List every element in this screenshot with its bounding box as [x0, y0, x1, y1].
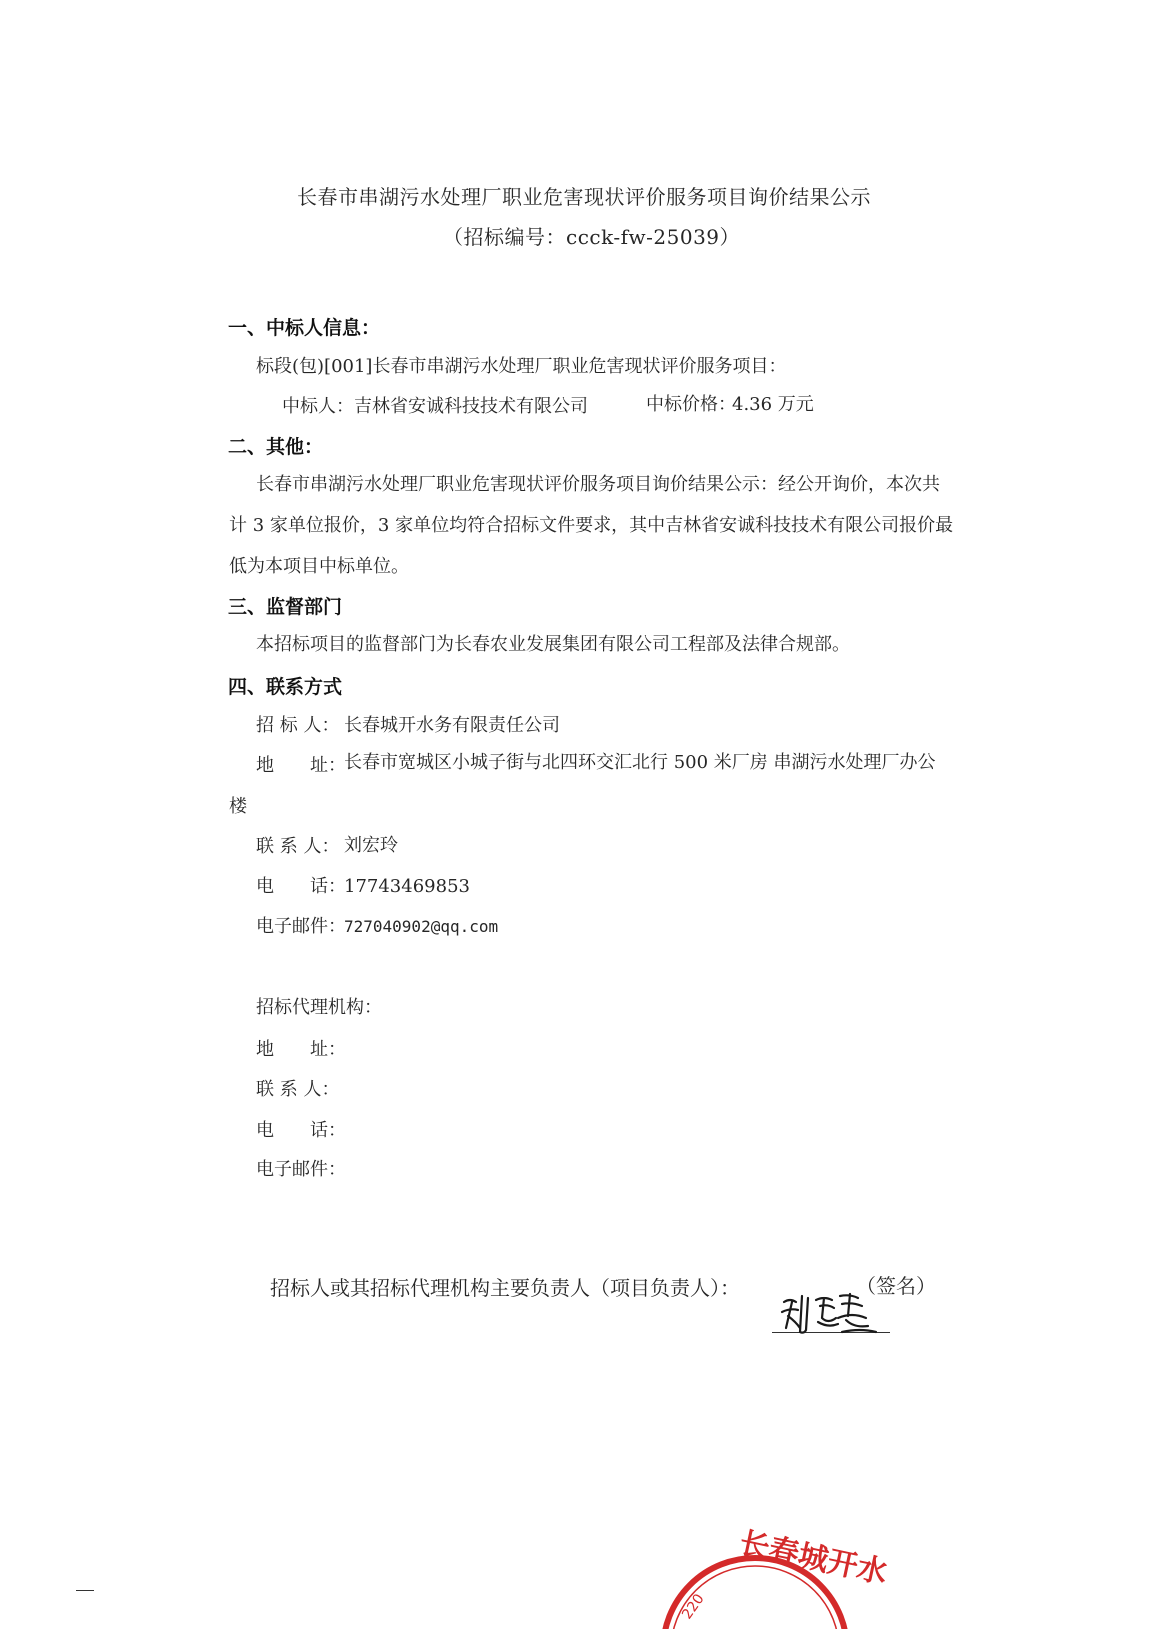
- address-value-line-2: 楼: [229, 796, 247, 817]
- address-value-line-1: 长春市宽城区小城子街与北四环交汇北行 500 米厂房 串湖污水处理厂办公: [344, 752, 936, 773]
- section-heading-supervision: 三、监督部门: [228, 596, 343, 618]
- other-paragraph-line-3: 低为本项目中标单位。: [229, 556, 409, 577]
- address-label: 地 址：: [256, 755, 346, 776]
- phone-label: 电 话：: [256, 876, 346, 897]
- tenderer-label: 招 标 人：: [256, 715, 340, 736]
- agency-heading: 招标代理机构：: [256, 997, 382, 1018]
- seal-number-text: 220: [679, 1591, 708, 1623]
- winner-name: 吉林省安诚科技技术有限公司: [354, 396, 588, 417]
- email-value: 727040902@qq.com: [344, 917, 499, 936]
- section-heading-winner: 一、中标人信息：: [228, 317, 381, 339]
- page-mark: [76, 1590, 94, 1591]
- email-label: 电子邮件：: [256, 916, 346, 937]
- company-seal-stamp: [655, 1500, 891, 1629]
- agency-phone-label: 电 话：: [256, 1120, 346, 1141]
- section-heading-contact: 四、联系方式: [228, 676, 343, 698]
- supervision-text: 本招标项目的监督部门为长春农业发展集团有限公司工程部及法律合规部。: [256, 634, 850, 655]
- seal-company-text: 长春城开水: [736, 1525, 891, 1592]
- agency-contact-label: 联 系 人：: [256, 1079, 340, 1100]
- signature-suffix: （签名）: [856, 1274, 936, 1298]
- signature-statement: 招标人或其招标代理机构主要负责人（项目负责人）：: [270, 1276, 740, 1300]
- section-heading-other: 二、其他：: [228, 436, 324, 458]
- agency-email-label: 电子邮件：: [256, 1159, 346, 1180]
- winner-label: 中标人：: [282, 396, 354, 417]
- contact-person-label: 联 系 人：: [256, 836, 340, 857]
- contact-person-value: 刘宏玲: [344, 835, 398, 856]
- price-label: 中标价格：: [646, 394, 736, 415]
- agency-address-label: 地 址：: [256, 1039, 346, 1060]
- phone-value: 17743469853: [344, 876, 470, 897]
- other-paragraph-line-2: 计 3 家单位报价，3 家单位均符合招标文件要求，其中吉林省安诚科技技术有限公司报价最: [229, 515, 954, 536]
- tender-number: （招标编号：ccck-fw-25039）: [443, 225, 741, 249]
- price-value: 4.36 万元: [732, 394, 814, 415]
- package-line: 标段(包)[001]长春市串湖污水处理厂职业危害现状评价服务项目：: [256, 356, 787, 377]
- tenderer-value: 长春城开水务有限责任公司: [344, 715, 560, 736]
- document-title: 长春市串湖污水处理厂职业危害现状评价服务项目询价结果公示: [297, 185, 871, 209]
- other-paragraph-line-1: 长春市串湖污水处理厂职业危害现状评价服务项目询价结果公示：经公开询价，本次共: [256, 474, 940, 495]
